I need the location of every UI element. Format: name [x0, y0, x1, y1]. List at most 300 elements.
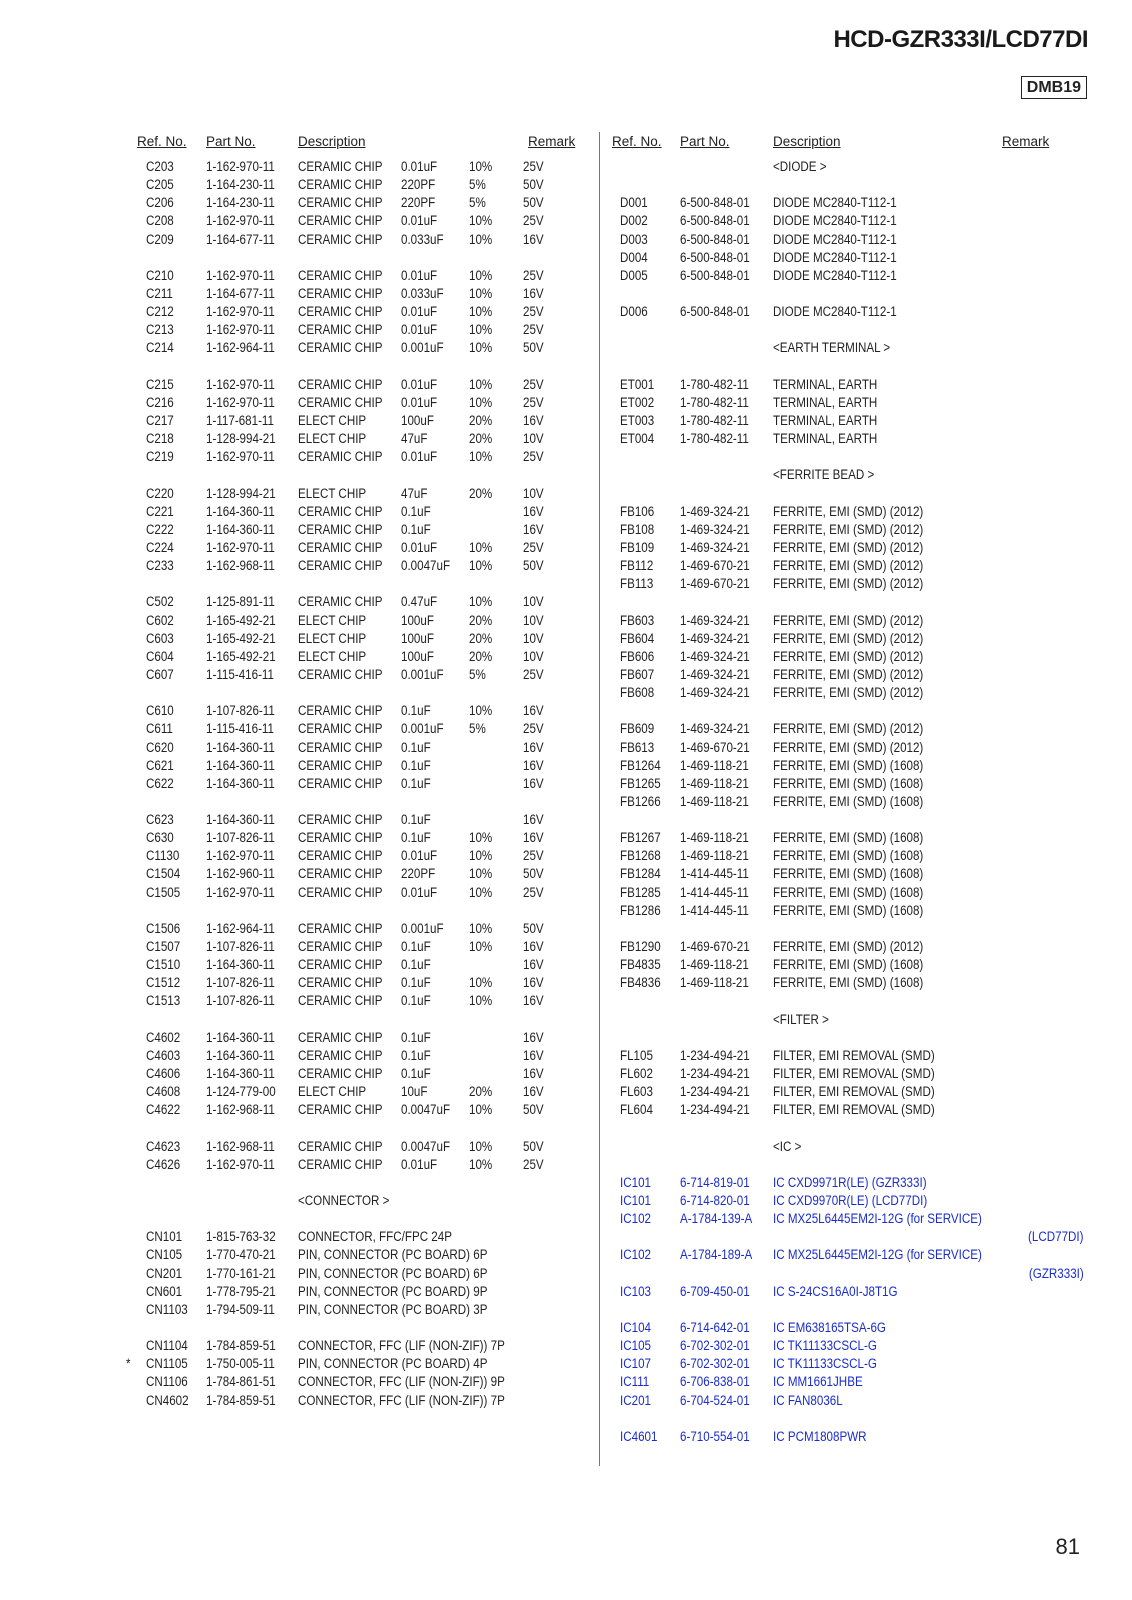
part-no: 1-469-670-21	[680, 739, 750, 755]
value: 0.01uF	[401, 884, 438, 900]
spacer	[604, 1156, 1084, 1174]
rating: 16V	[523, 993, 544, 1009]
tolerance: 10%	[469, 939, 493, 955]
part-no: 6-710-554-01	[680, 1428, 750, 1444]
part-row	[604, 231, 1084, 249]
part-row	[604, 612, 1084, 630]
part-no: 6-500-848-01	[680, 195, 750, 211]
rating: 50V	[523, 866, 544, 882]
description: FERRITE, EMI (SMD) (2012)	[773, 648, 924, 664]
part-no: 1-164-360-11	[206, 521, 275, 537]
spacer	[110, 249, 594, 267]
header-description: Description	[773, 134, 841, 149]
part-no: 1-469-324-21	[680, 503, 750, 519]
tolerance: 20%	[469, 412, 493, 428]
description: CERAMIC CHIP	[298, 666, 383, 682]
part-row	[110, 1029, 594, 1047]
ref-no: FB108	[620, 521, 655, 537]
ref-no: FB113	[620, 576, 654, 592]
part-row	[110, 1392, 594, 1410]
spacer	[110, 466, 594, 484]
part-row	[110, 503, 594, 521]
spacer	[604, 1410, 1084, 1428]
ref-no: FB604	[620, 630, 655, 646]
spacer	[604, 448, 1084, 466]
ref-no: C610	[146, 703, 174, 719]
part-no: 1-469-118-21	[680, 757, 749, 773]
ref-no: C208	[146, 213, 174, 229]
ref-no: FB4836	[620, 975, 661, 991]
left-parts-column	[110, 134, 594, 1410]
value: 100uF	[401, 630, 434, 646]
ref-no: C4626	[146, 1156, 181, 1172]
tolerance: 20%	[469, 431, 493, 447]
ref-no: C219	[146, 449, 174, 465]
description: PIN, CONNECTOR (PC BOARD) 4P	[298, 1356, 488, 1372]
part-no: 1-128-994-21	[206, 431, 276, 447]
tolerance: 10%	[469, 213, 493, 229]
ref-no: C502	[146, 594, 174, 610]
spacer	[110, 902, 594, 920]
description: CERAMIC CHIP	[298, 957, 383, 973]
part-no: 1-778-795-21	[206, 1283, 276, 1299]
value: 0.1uF	[401, 739, 431, 755]
part-no: 1-162-968-11	[206, 1138, 275, 1154]
part-row	[604, 684, 1084, 702]
rating: 16V	[523, 1029, 544, 1045]
rating: 50V	[523, 340, 544, 356]
description: CERAMIC CHIP	[298, 1102, 383, 1118]
header-ref-no: Ref. No.	[612, 134, 662, 149]
part-row	[110, 430, 594, 448]
part-row	[604, 267, 1084, 285]
part-no: 1-162-964-11	[206, 340, 275, 356]
ref-no: C206	[146, 195, 174, 211]
part-row	[604, 974, 1084, 992]
description: FILTER, EMI REMOVAL (SMD)	[773, 1102, 935, 1118]
description: FERRITE, EMI (SMD) (1608)	[773, 975, 924, 991]
rating: 16V	[523, 830, 544, 846]
part-row	[110, 376, 594, 394]
value: 0.033uF	[401, 231, 444, 247]
ref-no: C214	[146, 340, 174, 356]
tolerance: 10%	[469, 376, 493, 392]
part-no: 1-164-677-11	[206, 231, 275, 247]
description: IC FAN8036L	[773, 1392, 843, 1408]
part-no: 6-706-838-01	[680, 1374, 750, 1390]
part-no: 1-165-492-21	[206, 648, 276, 664]
description: CERAMIC CHIP	[298, 1156, 383, 1172]
rating: 25V	[523, 267, 544, 283]
part-row	[604, 1428, 1084, 1446]
ref-no: CN105	[146, 1247, 183, 1263]
part-no: 6-709-450-01	[680, 1283, 750, 1299]
part-no: 1-162-970-11	[206, 539, 275, 555]
value: 0.1uF	[401, 830, 431, 846]
left-parts-list	[110, 158, 594, 1410]
part-row	[110, 1246, 594, 1264]
ref-no: FB1268	[620, 848, 661, 864]
rating: 25V	[523, 449, 544, 465]
part-no: 1-164-360-11	[206, 775, 275, 791]
value: 0.0047uF	[401, 1102, 451, 1118]
description: FERRITE, EMI (SMD) (2012)	[773, 721, 924, 737]
part-no: 1-469-118-21	[680, 775, 749, 791]
ref-no: CN201	[146, 1265, 183, 1281]
value: 10uF	[401, 1084, 428, 1100]
description: ELECT CHIP	[298, 431, 367, 447]
description: CERAMIC CHIP	[298, 159, 383, 174]
rating: 50V	[523, 177, 544, 193]
spacer	[604, 702, 1084, 720]
value: 0.1uF	[401, 1066, 431, 1082]
value: 0.001uF	[401, 340, 444, 356]
ref-no: C602	[146, 612, 174, 628]
rating: 25V	[523, 539, 544, 555]
ref-no: C1512	[146, 975, 181, 991]
part-row	[604, 865, 1084, 883]
part-no: 1-162-970-11	[206, 848, 275, 864]
ref-no: C224	[146, 539, 174, 555]
tolerance: 10%	[469, 920, 493, 936]
spacer	[110, 1319, 594, 1337]
rating: 25V	[523, 376, 544, 392]
tolerance: 20%	[469, 612, 493, 628]
tolerance: 20%	[469, 648, 493, 664]
description: FERRITE, EMI (SMD) (1608)	[773, 757, 924, 773]
part-no: 1-162-970-11	[206, 884, 275, 900]
part-no: 1-162-970-11	[206, 449, 275, 465]
part-no: 1-164-360-11	[206, 957, 275, 973]
ref-no: C4603	[146, 1047, 181, 1063]
part-row	[110, 1083, 594, 1101]
part-row	[110, 956, 594, 974]
ref-no: C4602	[146, 1029, 181, 1045]
ref-no: C215	[146, 376, 174, 392]
part-row	[604, 1283, 1084, 1301]
description: IC MX25L6445EM2I-12G (for SERVICE)	[773, 1247, 982, 1263]
value: 0.01uF	[401, 213, 438, 229]
description: CERAMIC CHIP	[298, 322, 383, 338]
ref-no: C218	[146, 431, 174, 447]
value: 0.033uF	[401, 285, 444, 301]
description: DIODE MC2840-T112-1	[773, 231, 897, 247]
part-row	[604, 575, 1084, 593]
part-no: 1-162-968-11	[206, 558, 275, 574]
section-heading	[604, 1138, 1084, 1156]
part-no: 6-500-848-01	[680, 304, 750, 320]
part-row	[110, 1373, 594, 1391]
part-row	[604, 1392, 1084, 1410]
description: PIN, CONNECTOR (PC BOARD) 6P	[298, 1265, 488, 1281]
part-row	[604, 557, 1084, 575]
tolerance: 10%	[469, 830, 493, 846]
part-row	[604, 194, 1084, 212]
ref-no: C4608	[146, 1084, 181, 1100]
star-mark: *	[126, 1356, 131, 1372]
description: CONNECTOR, FFC (LIF (NON-ZIF)) 7P	[298, 1338, 505, 1354]
part-no: 1-164-360-11	[206, 812, 275, 828]
part-row	[110, 720, 594, 738]
part-no: 1-469-670-21	[680, 576, 750, 592]
description: FERRITE, EMI (SMD) (1608)	[773, 884, 924, 900]
description: CERAMIC CHIP	[298, 558, 383, 574]
description: ELECT CHIP	[298, 612, 367, 628]
part-no: 1-162-970-11	[206, 267, 275, 283]
ref-no: ET001	[620, 376, 655, 392]
ref-no: C622	[146, 775, 174, 791]
tolerance: 10%	[469, 866, 493, 882]
rating: 25V	[523, 304, 544, 320]
tolerance: 10%	[469, 394, 493, 410]
part-no: 1-164-230-11	[206, 177, 275, 193]
part-row	[110, 920, 594, 938]
description: CONNECTOR, FFC (LIF (NON-ZIF)) 9P	[298, 1374, 505, 1390]
ref-no: IC103	[620, 1283, 651, 1299]
description: FERRITE, EMI (SMD) (1608)	[773, 775, 924, 791]
rating: 16V	[523, 503, 544, 519]
ref-no: C623	[146, 812, 174, 828]
rating: 16V	[523, 775, 544, 791]
value: 0.001uF	[401, 721, 444, 737]
part-row	[604, 793, 1084, 811]
value: 0.1uF	[401, 939, 431, 955]
tolerance: 10%	[469, 539, 493, 555]
spacer	[110, 1174, 594, 1192]
rating: 16V	[523, 957, 544, 973]
part-no: 1-469-324-21	[680, 666, 750, 682]
part-row	[604, 249, 1084, 267]
header-remark: Remark	[528, 134, 576, 149]
tolerance: 20%	[469, 1084, 493, 1100]
description: IC EM638165TSA-6G	[773, 1320, 886, 1335]
value: 100uF	[401, 412, 434, 428]
spacer	[604, 485, 1084, 503]
rating: 16V	[523, 1047, 544, 1063]
ref-no: C1510	[146, 957, 181, 973]
ref-no: IC201	[620, 1392, 651, 1408]
part-row	[110, 1047, 594, 1065]
value: 0.01uF	[401, 376, 438, 392]
section-heading	[604, 158, 1084, 176]
description: CERAMIC CHIP	[298, 1138, 383, 1154]
part-no: 1-162-970-11	[206, 322, 275, 338]
rating: 10V	[523, 630, 544, 646]
part-row	[110, 666, 594, 684]
description: DIODE MC2840-T112-1	[773, 213, 897, 229]
description: IC CXD9970R(LE) (LCD77DI)	[773, 1193, 928, 1209]
part-row	[604, 1047, 1084, 1065]
ref-no: C213	[146, 322, 174, 338]
ref-no: C221	[146, 503, 174, 519]
part-no: 1-234-494-21	[680, 1102, 750, 1118]
part-no: 1-469-118-21	[680, 830, 749, 846]
part-row	[110, 557, 594, 575]
value: 0.01uF	[401, 322, 438, 338]
description: FERRITE, EMI (SMD) (1608)	[773, 866, 924, 882]
value: 0.1uF	[401, 521, 431, 537]
part-no: 1-469-670-21	[680, 939, 750, 955]
ref-no: CN1104	[146, 1338, 188, 1354]
value: 220PF	[401, 866, 436, 882]
page-number: 81	[1055, 1534, 1080, 1559]
value: 0.01uF	[401, 394, 438, 410]
header-description: Description	[298, 134, 366, 149]
value: 220PF	[401, 195, 436, 211]
part-row	[604, 1210, 1084, 1228]
spacer	[110, 1210, 594, 1228]
description: IC MM1661JHBE	[773, 1374, 863, 1390]
description: PIN, CONNECTOR (PC BOARD) 3P	[298, 1301, 488, 1317]
part-no: 6-714-819-01	[680, 1174, 750, 1190]
section-heading	[604, 339, 1084, 357]
description: CERAMIC CHIP	[298, 231, 383, 247]
part-no: 1-164-360-11	[206, 1029, 275, 1045]
section-title: <FILTER >	[773, 1011, 829, 1027]
ref-no: FB106	[620, 503, 655, 519]
description: FERRITE, EMI (SMD) (2012)	[773, 685, 924, 701]
part-no: 1-107-826-11	[206, 975, 275, 991]
ref-no: CN1106	[146, 1374, 188, 1390]
ref-no: FB1285	[620, 884, 661, 900]
ref-no: IC4601	[620, 1428, 658, 1444]
ref-no: FB607	[620, 666, 655, 682]
value: 0.1uF	[401, 957, 431, 973]
left-column-header	[110, 134, 594, 158]
description: CERAMIC CHIP	[298, 213, 383, 229]
part-no: 1-128-994-21	[206, 485, 276, 501]
rating: 10V	[523, 594, 544, 610]
description: FERRITE, EMI (SMD) (2012)	[773, 612, 924, 628]
ref-no: C1507	[146, 939, 181, 955]
tolerance: 10%	[469, 594, 493, 610]
remark-note	[604, 1228, 1084, 1246]
rating: 25V	[523, 322, 544, 338]
part-row	[110, 448, 594, 466]
ref-no: C4622	[146, 1102, 181, 1118]
ref-no: IC111	[620, 1374, 650, 1390]
part-row	[604, 1319, 1084, 1337]
rating: 50V	[523, 920, 544, 936]
value: 0.01uF	[401, 539, 438, 555]
ref-no: D001	[620, 195, 648, 211]
ref-no: FB109	[620, 539, 655, 555]
rating: 16V	[523, 1084, 544, 1100]
ref-no: C603	[146, 630, 174, 646]
description: TERMINAL, EARTH	[773, 412, 878, 428]
value: 0.01uF	[401, 449, 438, 465]
rating: 25V	[523, 1156, 544, 1172]
description: IC MX25L6445EM2I-12G (for SERVICE)	[773, 1211, 982, 1227]
right-parts-list	[604, 158, 1084, 1446]
part-row	[604, 412, 1084, 430]
description: CERAMIC CHIP	[298, 521, 383, 537]
description: FERRITE, EMI (SMD) (1608)	[773, 848, 924, 864]
value: 0.01uF	[401, 848, 438, 864]
part-no: 1-164-230-11	[206, 195, 275, 211]
part-no: 1-124-779-00	[206, 1084, 276, 1100]
spacer	[110, 575, 594, 593]
description: CERAMIC CHIP	[298, 376, 383, 392]
part-row	[110, 339, 594, 357]
ref-no: C203	[146, 159, 174, 174]
part-no: 1-164-360-11	[206, 1047, 275, 1063]
value: 47uF	[401, 431, 428, 447]
part-no: 6-704-524-01	[680, 1392, 750, 1408]
description: CERAMIC CHIP	[298, 1047, 383, 1063]
part-row	[110, 1283, 594, 1301]
tolerance: 10%	[469, 340, 493, 356]
part-no: 1-794-509-11	[206, 1301, 275, 1317]
tolerance: 10%	[469, 322, 493, 338]
part-row	[110, 1355, 594, 1373]
value: 0.001uF	[401, 666, 444, 682]
ref-no: C220	[146, 485, 174, 501]
part-row	[604, 1101, 1084, 1119]
part-no: 1-164-360-11	[206, 503, 275, 519]
ref-no: C1506	[146, 920, 181, 936]
ref-no: C4606	[146, 1066, 181, 1082]
description: CERAMIC CHIP	[298, 1066, 383, 1082]
description: FERRITE, EMI (SMD) (1608)	[773, 793, 924, 809]
ref-no: C604	[146, 648, 174, 664]
ref-no: D004	[620, 249, 648, 265]
part-row	[110, 539, 594, 557]
description: CERAMIC CHIP	[298, 739, 383, 755]
rating: 50V	[523, 1138, 544, 1154]
description: DIODE MC2840-T112-1	[773, 304, 897, 320]
description: ELECT CHIP	[298, 1084, 367, 1100]
part-row	[110, 176, 594, 194]
value: 0.01uF	[401, 304, 438, 320]
ref-no: C222	[146, 521, 174, 537]
section-title: <FERRITE BEAD >	[773, 467, 875, 483]
section-title: <EARTH TERMINAL >	[773, 340, 891, 356]
part-row	[604, 1246, 1084, 1264]
description: CERAMIC CHIP	[298, 721, 383, 737]
tolerance: 10%	[469, 1138, 493, 1154]
description: FERRITE, EMI (SMD) (2012)	[773, 666, 924, 682]
ref-no: C217	[146, 412, 174, 428]
part-no: 6-500-848-01	[680, 267, 750, 283]
part-no: 1-234-494-21	[680, 1066, 750, 1082]
part-row	[110, 739, 594, 757]
part-row	[110, 194, 594, 212]
part-row	[604, 648, 1084, 666]
description: IC TK11133CSCL-G	[773, 1356, 877, 1372]
ref-no: C1505	[146, 884, 181, 900]
ref-no: D002	[620, 213, 648, 229]
part-row	[110, 394, 594, 412]
tolerance: 20%	[469, 485, 493, 501]
part-row	[604, 521, 1084, 539]
value: 0.1uF	[401, 775, 431, 791]
tolerance: 10%	[469, 159, 493, 174]
description: FERRITE, EMI (SMD) (2012)	[773, 939, 924, 955]
ref-no: C209	[146, 231, 174, 247]
ref-no: FB1286	[620, 902, 661, 918]
part-row	[110, 630, 594, 648]
part-no: 6-500-848-01	[680, 213, 750, 229]
part-no: 1-780-482-11	[680, 412, 749, 428]
part-row	[110, 485, 594, 503]
part-row	[604, 847, 1084, 865]
ref-no: FB609	[620, 721, 655, 737]
ref-no: C216	[146, 394, 174, 410]
ref-no: IC102	[620, 1211, 651, 1227]
ref-no: FB608	[620, 685, 655, 701]
rating: 10V	[523, 612, 544, 628]
